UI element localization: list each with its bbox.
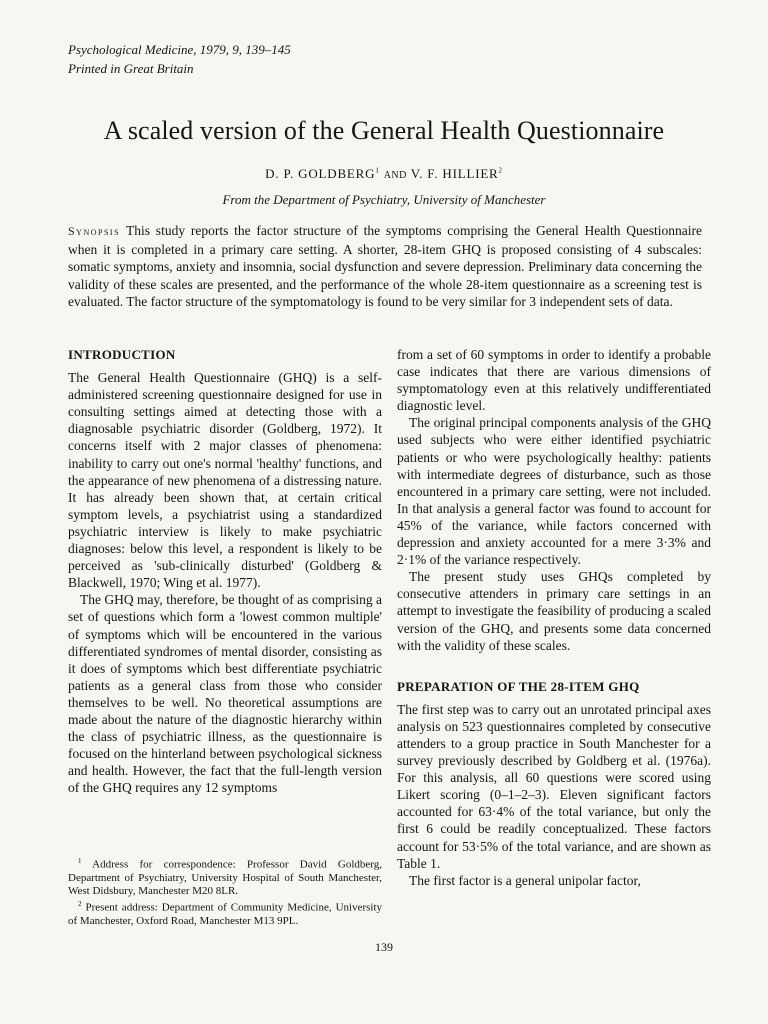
right-paragraph-5: The first factor is a general unipolar factor, xyxy=(409,872,641,888)
left-column xyxy=(68,346,382,796)
print-location: Printed in Great Britain xyxy=(68,61,194,76)
footnote-1 xyxy=(68,855,382,898)
intro-paragraph-1: The General Health Questionnaire (GHQ) is a self-administered screening questionnaire designed for use in consulting settings aimed at detecting those with a diagnosable psychiatric disorder (Goldberg, 1972). It concerns itself with 2 major classes of phenomena: inability to carry out one's normal 'healthy' functions, and the appearance of new phenomena of a distressing nature. It has already been shown that, at certain critical symptom levels, a psychiatrist using a standardized psychiatric interview is likely to make psychiatric diagnoses: below this level, a respondent is likely to be perceived as 'sub-clinically disturbed' (Goldberg & Blackwell, 1970; Wing et al. 1977). xyxy=(68,370,382,591)
right-column xyxy=(397,346,711,889)
author-conjunction: AND xyxy=(383,170,407,181)
author-first-mark: 1 xyxy=(375,166,380,175)
footnote-1-mark: 1 xyxy=(78,857,82,865)
footnotes xyxy=(68,855,382,928)
synopsis xyxy=(68,222,702,311)
right-paragraph-3: The present study uses GHQs completed by consecutive attenders in primary care settings in an attempt to investigate the feasibility of producing a scaled version of the GHQ, and presents some data concerned with the validity of these scales. xyxy=(397,569,711,653)
author-second-mark: 2 xyxy=(498,166,503,175)
introduction-heading: INTRODUCTION xyxy=(68,347,176,362)
footnote-2-mark: 2 xyxy=(78,900,82,909)
author-line xyxy=(0,166,768,182)
footnote-1-text: Address for correspondence: Professor David Goldberg, Department of Psychiatry, University Hospital of South Manchester, West Didsbury, Manchester M20 8LR. xyxy=(68,858,382,898)
footnote-2 xyxy=(68,898,382,928)
author-second: V. F. HILLIER xyxy=(410,166,499,181)
right-paragraph-1: from a set of 60 symptoms in order to identify a probable case indicates that there are various dimensions of symptomatology even at this relatively undifferentiated diagnostic level. xyxy=(397,347,711,414)
journal-header xyxy=(68,40,291,78)
intro-paragraph-2: The GHQ may, therefore, be thought of as comprising a set of questions which form a 'lowest common multiple' of symptoms which will be encountered in the various differentiated syndromes of mental disorder, consisting as it does of symptoms which best differentiate psychiatric patients as a general class from those who consider themselves to be well. No theoretical assumptions are made about the nature of the diagnostic hierarchy within the class of psychiatric illness, as the questionnaire is focused on the hinterland between psychological sickness and health. However, the fact that the full-length version of the GHQ requires any 12 symptoms xyxy=(68,592,382,796)
right-paragraph-4: The first step was to carry out an unrotated principal axes analysis on 523 questionnaires completed by consecutive attenders to a group practice in South Manchester for a survey previously described by Goldberg et al. (1976a). For this analysis, all 60 questions were scored using Likert scoring (0–1–2–3). Eleven significant factors accounted for 63·4% of the total variance, but only the first 6 could be readily conceptualized. These factors account for 53·5% of the total variance, and are shown as Table 1. xyxy=(397,701,711,871)
preparation-heading: PREPARATION OF THE 28-ITEM GHQ xyxy=(397,678,640,694)
page-number: 139 xyxy=(375,940,393,954)
author-first: D. P. GOLDBERG xyxy=(265,166,376,181)
article-title: A scaled version of the General Health Questionnaire xyxy=(103,116,665,145)
synopsis-label: Synopsis xyxy=(68,224,121,238)
footnote-2-text: Present address: Department of Community Medicine, University of Manchester, Oxford Road, Manchester M13 9PL. xyxy=(68,901,383,928)
journal-citation: Psychological Medicine, 1979, 9, 139–145 xyxy=(68,42,291,57)
affiliation: From the Department of Psychiatry, University of Manchester xyxy=(222,192,546,207)
right-paragraph-2: The original principal components analysis of the GHQ used subjects who were either identified psychiatric patients or who were psychologically healthy: patients with intermediate degrees of disturbance, such as those encountered in a primary care setting, were not included. In that analysis a general factor was found to account for 45% of the variance, while factors concerned with depression and anxiety accounted for a mere 3·3% and 2·1% of the variance respectively. xyxy=(397,415,711,568)
synopsis-text: This study reports the factor structure of the symptoms comprising the General Health Questionnaire when it is completed in a primary care setting. A shorter, 28-item GHQ is proposed consisting of 4 subscales: somatic symptoms, anxiety and insomnia, social dysfunction and severe depression. Preliminary data concerning the validity of these scales are presented, and the performance of the whole 28-item questionnaire as a screening test is evaluated. The factor structure of the symptomatology is found to be very similar for 3 independent sets of data. xyxy=(68,223,702,310)
